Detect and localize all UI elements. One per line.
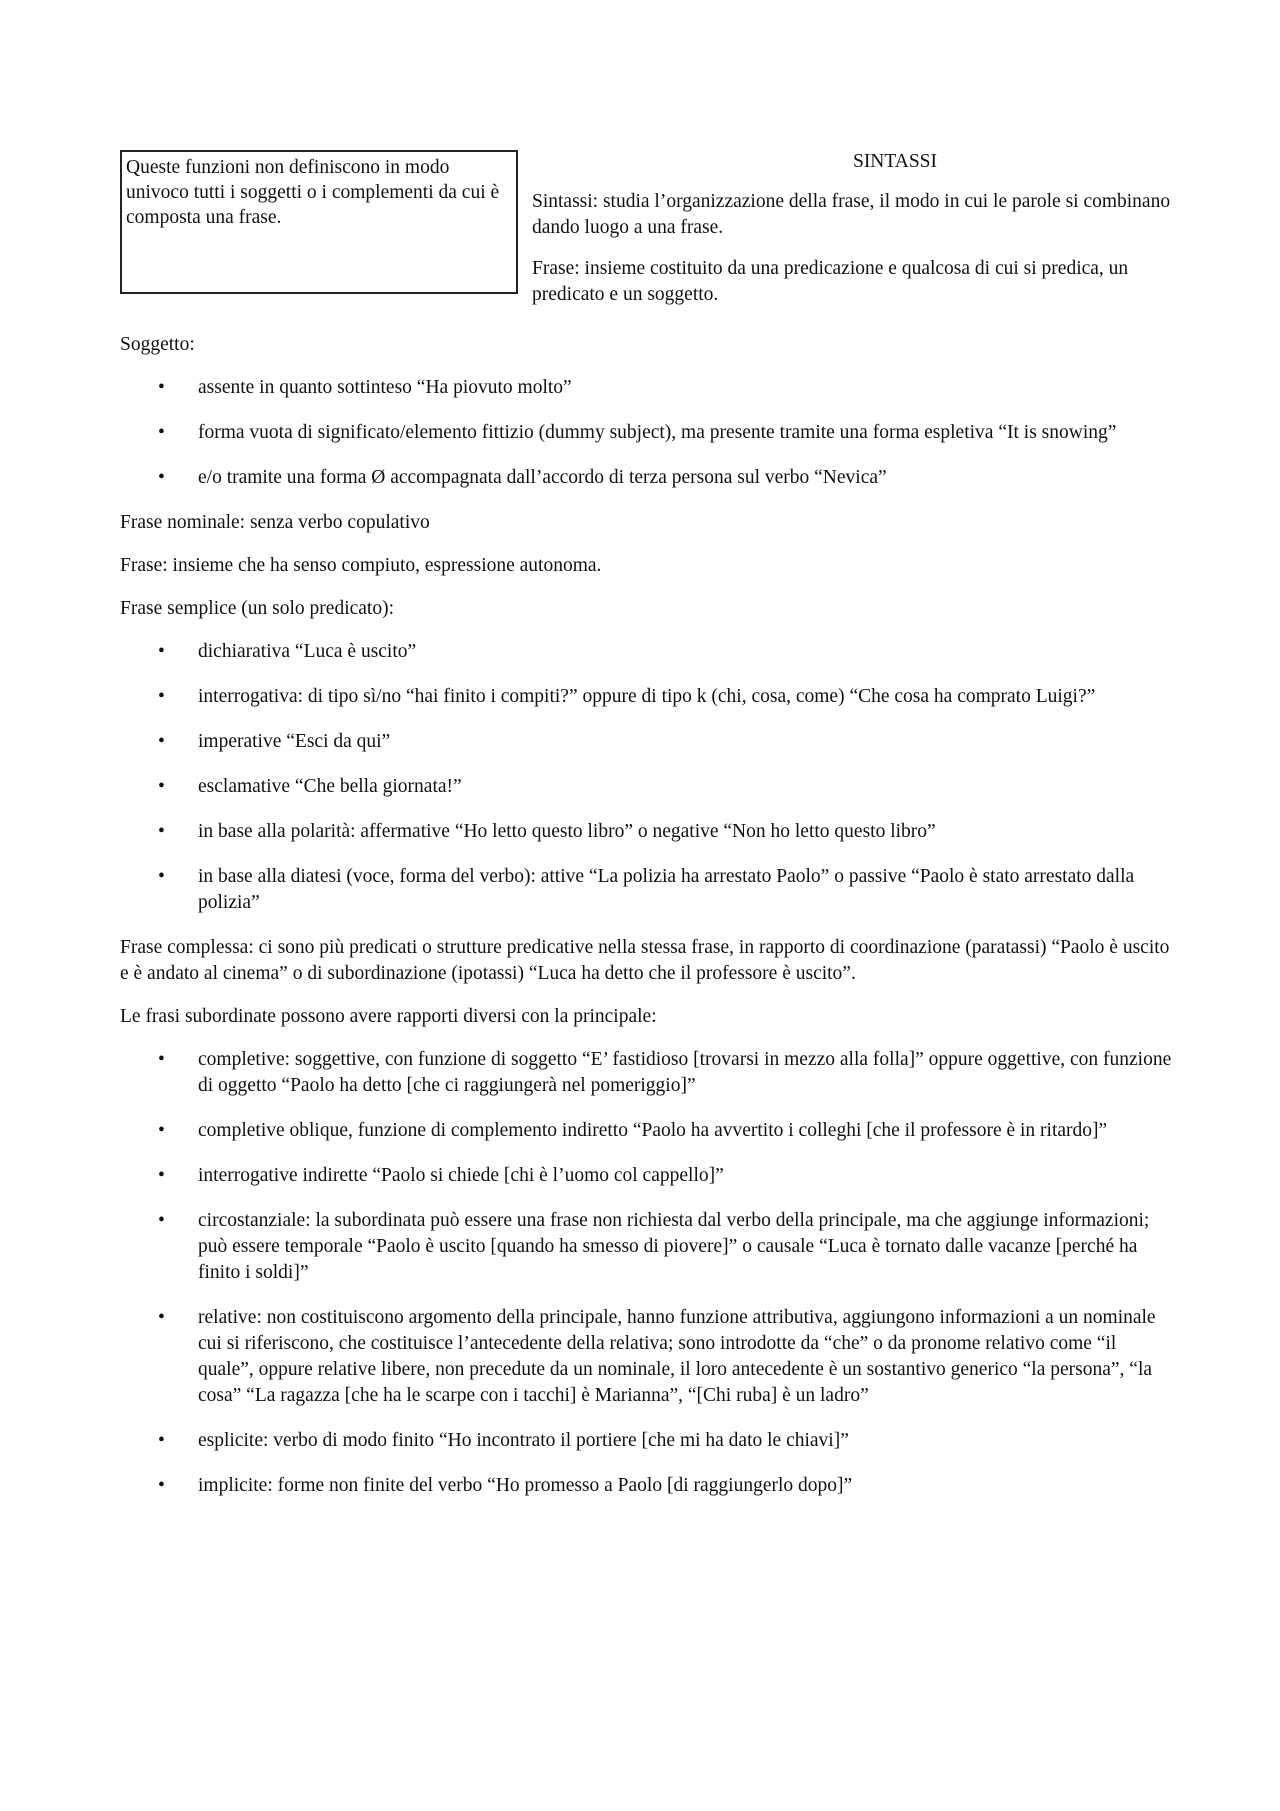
page-title: SINTASSI [852, 151, 938, 172]
bullet-icon: • [158, 641, 165, 662]
bullet-icon: • [158, 866, 165, 887]
list-item: • dichiarativa “Luca è uscito” [120, 639, 1172, 665]
list-item: • interrogativa: di tipo sì/no “hai finito i compiti?” oppure di tipo k (chi, cosa, come) “Che cosa ha comprato Luigi?” [120, 684, 1172, 710]
list-item: • assente in quanto sottinteso “Ha piovuto molto” [120, 375, 1172, 401]
bullet-icon: • [158, 422, 165, 443]
list-item: • relative: non costituiscono argomento della principale, hanno funzione attributiva, aggiungono informazioni a un nominale cui si riferiscono, che costituisce l’antecedente della relativa; sono introdotte da “che” o da pronome relativo come “il quale”, oppure relative libere, non precedute da un nominale, il loro antecedente è un sostantivo generico “la persona”, “la cosa” “La ragazza [che ha le scarpe con i tacchi] è Marianna”, “[Chi ruba] è un ladro” [158, 1307, 1156, 1406]
list-item: • esclamative “Che bella giornata!” [120, 774, 1172, 800]
subordinate-heading: Le frasi subordinate possono avere rapporti diversi con la principale: [120, 1006, 657, 1027]
list-item: • completive oblique, funzione di complemento indiretto “Paolo ha avvertito i colleghi [che il professore è in ritardo]” [120, 1118, 1172, 1144]
bullet-icon: • [158, 1475, 165, 1496]
frase-def: Frase: insieme che ha senso compiuto, espressione autonoma. [120, 555, 602, 576]
bullet-icon: • [158, 1307, 165, 1328]
list-item: • in base alla diatesi (voce, forma del verbo): attive “La polizia ha arrestato Paolo” o passive “Paolo è stato arrestato dalla polizia” [158, 866, 1135, 913]
list-item: • in base alla polarità: affermative “Ho letto questo libro” o negative “Non ho letto questo libro” [120, 819, 1172, 845]
soggetto-list [120, 375, 1172, 491]
bullet-icon: • [158, 776, 165, 797]
list-item: • e/o tramite una forma Ø accompagnata dall’accordo di terza persona sul verbo “Nevica” [120, 465, 1172, 491]
side-note-box [120, 150, 518, 294]
document-body [120, 332, 1172, 1518]
list-item: • imperative “Esci da qui” [120, 729, 1172, 755]
list-item: • forma vuota di significato/elemento fittizio (dummy subject), ma presente tramite una forma espletiva “It is snowing” [120, 420, 1172, 446]
list-item: • completive: soggettive, con funzione di soggetto “E’ fastidioso [trovarsi in mezzo alla folla]” oppure oggettive, con funzione di oggetto “Paolo ha detto [che ci raggiungerà nel pomeriggio]” [158, 1049, 1172, 1096]
list-item: • implicite: forme non finite del verbo “Ho promesso a Paolo [di raggiungerlo dopo]” [120, 1473, 1172, 1499]
bullet-icon: • [158, 1120, 165, 1141]
bullet-icon: • [158, 1165, 165, 1186]
section-header [532, 150, 1172, 323]
bullet-icon: • [158, 377, 165, 398]
bullet-icon: • [158, 821, 165, 842]
sintassi-definition: Sintassi: studia l’organizzazione della frase, il modo in cui le parole si combinano dando luogo a una frase. [532, 191, 1171, 238]
bullet-icon: • [158, 1430, 165, 1451]
list-item: • circostanziale: la subordinata può essere una frase non richiesta dal verbo della principale, ma che aggiunge informazioni; può essere temporale “Paolo è uscito [quando ha smesso di piovere]” o causale “Luca è tornato dalle vacanze [perché ha finito i soldi]” [158, 1210, 1150, 1283]
frase-complessa: Frase complessa: ci sono più predicati o strutture predicative nella stessa frase, in rapporto di coordinazione (paratassi) “Paolo è uscito e è andato al cinema” o di subordinazione (ipotassi) “Luca ha detto che il professore è uscito”. [120, 937, 1170, 984]
frase-definition: Frase: insieme costituito da una predicazione e qualcosa di cui si predica, un predicato e un soggetto. [532, 258, 1129, 305]
list-item: • esplicite: verbo di modo finito “Ho incontrato il portiere [che mi ha dato le chiavi]” [120, 1428, 1172, 1454]
bullet-icon: • [158, 1210, 165, 1231]
side-note-text: Queste funzioni non definiscono in modo univoco tutti i soggetti o i complementi da cui è composta una frase. [126, 157, 500, 228]
subordinate-list [120, 1047, 1172, 1499]
frase-nominale: Frase nominale: senza verbo copulativo [120, 512, 430, 533]
soggetto-heading: Soggetto: [120, 334, 195, 355]
bullet-icon: • [158, 467, 165, 488]
frase-semplice-list [120, 639, 1172, 916]
frase-semplice-heading: Frase semplice (un solo predicato): [120, 598, 394, 619]
bullet-icon: • [158, 686, 165, 707]
bullet-icon: • [158, 731, 165, 752]
list-item: • interrogative indirette “Paolo si chiede [chi è l’uomo col cappello]” [120, 1163, 1172, 1189]
bullet-icon: • [158, 1049, 165, 1070]
